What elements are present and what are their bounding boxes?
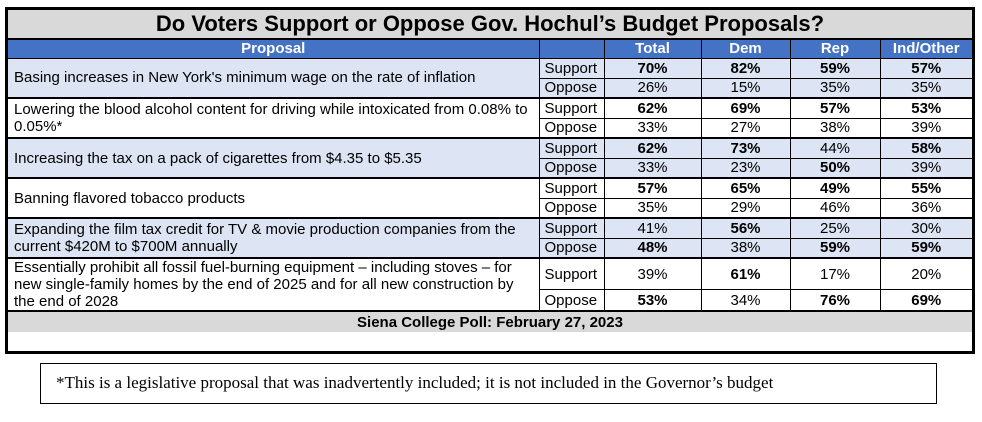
dem-value: 34% bbox=[701, 290, 790, 311]
ind-value: 35% bbox=[880, 78, 972, 98]
position-label: Support bbox=[539, 258, 604, 290]
results-grid bbox=[8, 40, 972, 332]
total-value: 62% bbox=[604, 138, 701, 158]
rep-value: 46% bbox=[790, 198, 880, 218]
header-position bbox=[539, 40, 604, 58]
position-label: Oppose bbox=[539, 78, 604, 98]
position-label: Support bbox=[539, 138, 604, 158]
rep-value: 57% bbox=[790, 98, 880, 118]
position-label: Support bbox=[539, 178, 604, 198]
position-label: Support bbox=[539, 98, 604, 118]
rep-value: 59% bbox=[790, 238, 880, 258]
total-value: 62% bbox=[604, 98, 701, 118]
ind-value: 36% bbox=[880, 198, 972, 218]
header-rep: Rep bbox=[790, 40, 880, 58]
total-value: 26% bbox=[604, 78, 701, 98]
rep-value: 25% bbox=[790, 218, 880, 238]
poll-source: Siena College Poll: February 27, 2023 bbox=[8, 311, 972, 332]
total-value: 39% bbox=[604, 258, 701, 290]
ind-value: 57% bbox=[880, 58, 972, 78]
ind-value: 53% bbox=[880, 98, 972, 118]
dem-value: 69% bbox=[701, 98, 790, 118]
ind-value: 69% bbox=[880, 290, 972, 311]
position-label: Oppose bbox=[539, 118, 604, 138]
rep-value: 17% bbox=[790, 258, 880, 290]
proposal-text: Lowering the blood alcohol content for driving while intoxicated from 0.08% to 0.05%* bbox=[8, 98, 539, 138]
position-label: Oppose bbox=[539, 290, 604, 311]
rep-value: 35% bbox=[790, 78, 880, 98]
dem-value: 65% bbox=[701, 178, 790, 198]
total-value: 57% bbox=[604, 178, 701, 198]
total-value: 48% bbox=[604, 238, 701, 258]
ind-value: 30% bbox=[880, 218, 972, 238]
rep-value: 76% bbox=[790, 290, 880, 311]
total-value: 33% bbox=[604, 158, 701, 178]
rep-value: 50% bbox=[790, 158, 880, 178]
dem-value: 23% bbox=[701, 158, 790, 178]
proposal-text: Increasing the tax on a pack of cigarettes from $4.35 to $5.35 bbox=[8, 138, 539, 178]
position-label: Oppose bbox=[539, 238, 604, 258]
ind-value: 39% bbox=[880, 118, 972, 138]
dem-value: 61% bbox=[701, 258, 790, 290]
total-value: 41% bbox=[604, 218, 701, 238]
ind-value: 55% bbox=[880, 178, 972, 198]
dem-value: 73% bbox=[701, 138, 790, 158]
proposal-text: Basing increases in New York's minimum wage on the rate of inflation bbox=[8, 58, 539, 98]
total-value: 33% bbox=[604, 118, 701, 138]
dem-value: 15% bbox=[701, 78, 790, 98]
dem-value: 29% bbox=[701, 198, 790, 218]
table-row bbox=[8, 58, 972, 78]
header-total: Total bbox=[604, 40, 701, 58]
ind-value: 20% bbox=[880, 258, 972, 290]
header-row bbox=[8, 40, 972, 58]
total-value: 35% bbox=[604, 198, 701, 218]
proposal-text: Banning flavored tobacco products bbox=[8, 178, 539, 218]
table-row bbox=[8, 138, 972, 158]
ind-value: 39% bbox=[880, 158, 972, 178]
ind-value: 58% bbox=[880, 138, 972, 158]
dem-value: 38% bbox=[701, 238, 790, 258]
poll-results-table bbox=[5, 7, 975, 354]
proposal-text: Expanding the film tax credit for TV & movie production companies from the current $420M to $700M annually bbox=[8, 218, 539, 258]
rep-value: 59% bbox=[790, 58, 880, 78]
rep-value: 49% bbox=[790, 178, 880, 198]
rep-value: 38% bbox=[790, 118, 880, 138]
dem-value: 27% bbox=[701, 118, 790, 138]
header-ind-other: Ind/Other bbox=[880, 40, 972, 58]
position-label: Oppose bbox=[539, 158, 604, 178]
position-label: Oppose bbox=[539, 198, 604, 218]
position-label: Support bbox=[539, 218, 604, 238]
table-row bbox=[8, 258, 972, 290]
table-row bbox=[8, 98, 972, 118]
rep-value: 44% bbox=[790, 138, 880, 158]
table-row bbox=[8, 218, 972, 238]
total-value: 53% bbox=[604, 290, 701, 311]
ind-value: 59% bbox=[880, 238, 972, 258]
table-row bbox=[8, 178, 972, 198]
dem-value: 82% bbox=[701, 58, 790, 78]
position-label: Support bbox=[539, 58, 604, 78]
source-row bbox=[8, 311, 972, 332]
table-title: Do Voters Support or Oppose Gov. Hochul’s Budget Proposals? bbox=[8, 10, 972, 40]
total-value: 70% bbox=[604, 58, 701, 78]
footnote: *This is a legislative proposal that was inadvertently included; it is not included in the Governor’s budget bbox=[40, 363, 937, 404]
header-proposal: Proposal bbox=[8, 40, 539, 58]
dem-value: 56% bbox=[701, 218, 790, 238]
header-dem: Dem bbox=[701, 40, 790, 58]
proposal-text: Essentially prohibit all fossil fuel-burning equipment – including stoves – for new single-family homes by the end of 2025 and for all new construction by the end of 2028 bbox=[8, 258, 539, 311]
